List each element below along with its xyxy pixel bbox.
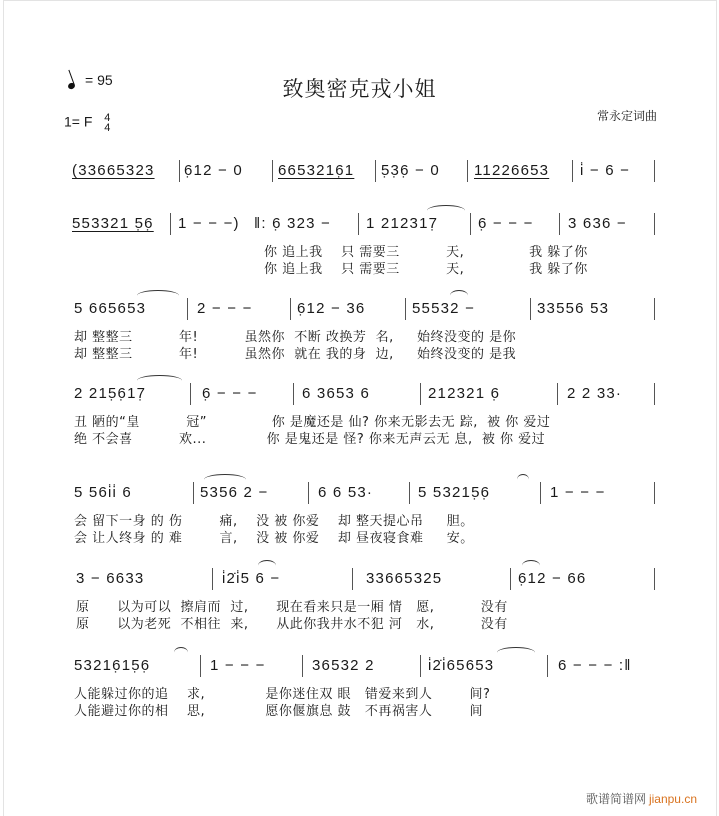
measure: 33665325 xyxy=(366,570,443,587)
measure: 6 6 53· xyxy=(318,484,374,501)
key-label: 1= F xyxy=(64,113,93,130)
measure: 553321 5̣6̣ xyxy=(72,215,154,232)
lyric-verse-2: 人能避过你的相 思, 愿你偃旗息 鼓 不再祸害人 间 xyxy=(74,704,483,719)
measure: 2 − − − xyxy=(197,300,253,317)
key-signature xyxy=(64,113,110,133)
lyric-verse-2: 你 追上我 只 需要三 天, 我 躲了你 xyxy=(264,262,588,277)
lyric-verse-1: 人能躲过你的追 求, 是你迷住双 眼 错爱来到人 间? xyxy=(74,687,491,702)
measure: 2 215̣6̣17̣ xyxy=(74,385,147,402)
measure: 6 3653 6 xyxy=(302,385,370,402)
lyric-verse-2: 原 以为老死 不相往 来, 从此你我井水不犯 河 水, 没有 xyxy=(76,617,508,632)
lyric-verse-1: 你 追上我 只 需要三 天, 我 躲了你 xyxy=(264,245,588,260)
measure: 53216̣15̣6̣ xyxy=(74,657,151,674)
measure: ‖: 6̣ 323 − xyxy=(254,215,331,232)
time-signature-bottom: 4 xyxy=(104,122,111,134)
credit: 常永定词曲 xyxy=(596,109,657,123)
measure: 1 212317̣ xyxy=(366,215,439,232)
watermark xyxy=(586,790,697,807)
measure: 3 636 − xyxy=(568,215,627,232)
measure: 1 − − − xyxy=(550,484,606,501)
measure: 6̣12 − 36 xyxy=(297,300,366,317)
measure: 11226653 xyxy=(474,162,550,179)
lyric-verse-2: 绝 不会喜 欢... 你 是鬼还是 怪? 你来无声云无 息, 被 你 爱过 xyxy=(74,432,546,447)
measure: 6̣ − − − xyxy=(478,215,534,232)
measure: 6̣ − − − xyxy=(202,385,258,402)
measure: 1 − − − xyxy=(210,657,266,674)
lyric-verse-2: 会 让人终身 的 难 言, 没 被 你爱 却 昼夜寝食难 安。 xyxy=(74,531,474,546)
measure: 6̣12 − 66 xyxy=(518,570,587,587)
measure: 36532 2 xyxy=(312,657,375,674)
measure: i̇ − 6 − xyxy=(580,162,631,179)
measure: 33556 53 xyxy=(537,300,610,317)
tempo-value: = 95 xyxy=(85,72,113,88)
measure: i̇2̇i̇5 6 − xyxy=(222,570,281,587)
time-signature xyxy=(104,113,110,133)
measure: 5 56i̇i̇ 6 xyxy=(74,484,132,501)
time-signature-top: 4 xyxy=(104,112,111,124)
lyric-verse-2: 却 整整三 年! 虽然你 就在 我的身 边, 始终没变的 是我 xyxy=(74,347,517,362)
measure: 212321 6̣ xyxy=(428,385,501,402)
measure: 5356 2 − xyxy=(200,484,269,501)
song-title: 致奥密克戎小姐 xyxy=(282,77,437,101)
measure: 55532 − xyxy=(412,300,476,317)
measure: 5̣3̣6̣ − 0 xyxy=(381,162,440,179)
measure: 5 53215̣6̣ xyxy=(418,484,491,501)
measure: 6̣12 − 0 xyxy=(184,162,243,179)
measure: 6653216̣1 xyxy=(278,162,355,179)
lyric-verse-1: 会 留下一身 的 伤 痛, 没 被 你爱 却 整天提心吊 胆。 xyxy=(74,514,474,529)
watermark-text: 歌谱简谱网 xyxy=(585,792,646,806)
lyric-verse-1: 丑 陋的“皇 冠” 你 是魔还是 仙? 你来无影去无 踪, 被 你 爱过 xyxy=(74,415,551,430)
measure: 3 − 6633 xyxy=(76,570,145,587)
measure: 1 − − −) xyxy=(178,215,240,232)
watermark-site: jianpu.cn xyxy=(648,792,697,806)
measure: 5 665653 xyxy=(74,300,147,317)
measure: (33665323 xyxy=(72,162,155,179)
lyric-verse-1: 原 以为可以 擦肩而 过, 现在看来只是一厢 情 愿, 没有 xyxy=(76,600,508,615)
measure: 2 2 33· xyxy=(567,385,623,402)
measure: i̇2̇i̇65653 xyxy=(428,657,495,674)
lyric-verse-1: 却 整整三 年! 虽然你 不断 改换芳 名, 始终没变的 是你 xyxy=(74,330,517,345)
measure: 6 − − − :‖ xyxy=(558,657,632,674)
